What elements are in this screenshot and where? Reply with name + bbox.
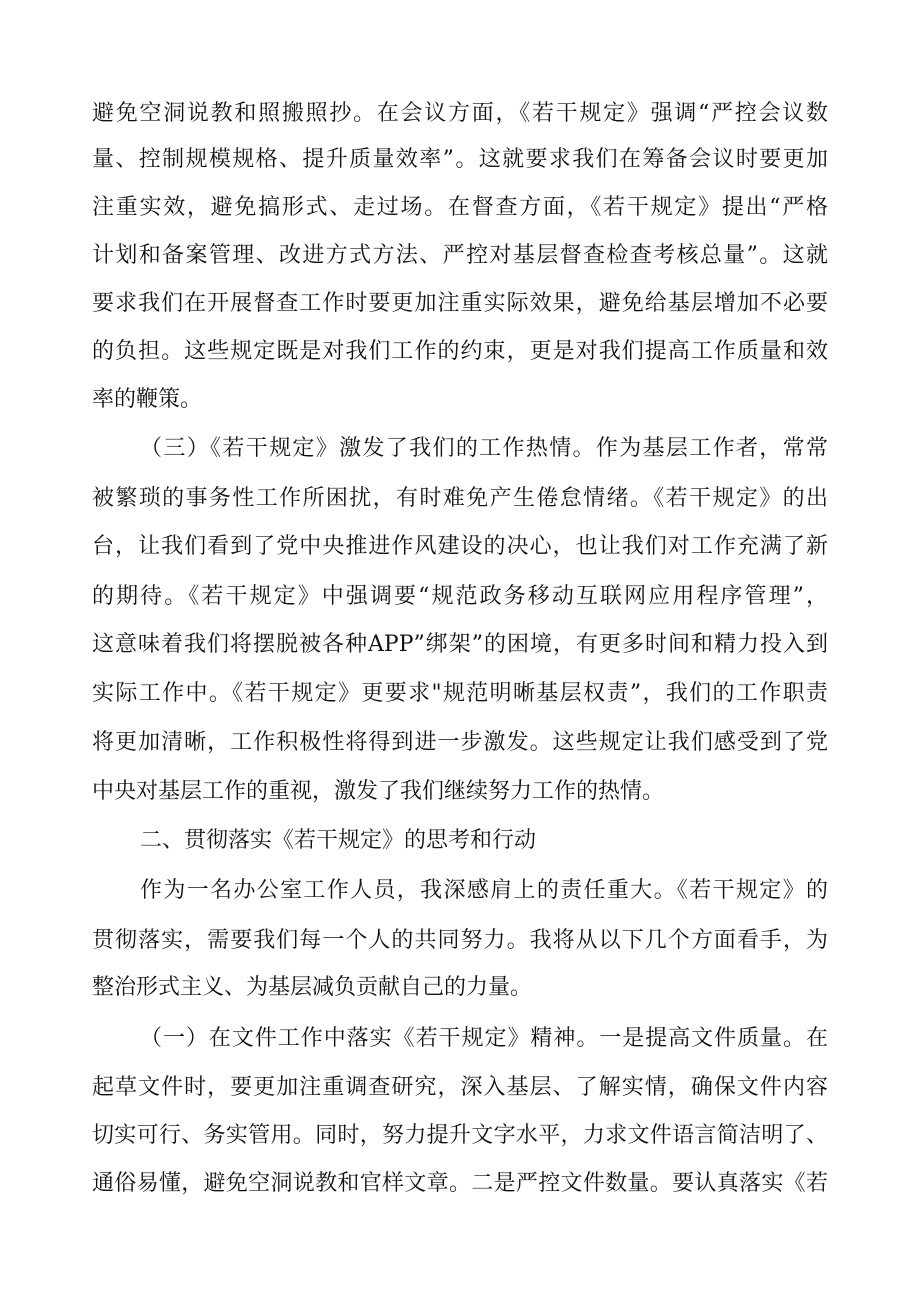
- section-heading: 二、贯彻落实《若干规定》的思考和行动: [140, 828, 537, 853]
- para1-line-6: 的负担。这些规定既是对我们工作的约束，更是对我们提高工作质量和效: [92, 339, 828, 364]
- para3-line-3: 整治形式主义、为基层减负贡献自己的力量。: [92, 975, 533, 1000]
- para4-line-3: 切实可行、务实管用。同时，努力提升文字水平，力求文件语言简洁明了、: [92, 1123, 828, 1148]
- para1-line-5: 要求我们在开展督查工作时要更加注重实际效果，避免给基层增加不必要: [92, 291, 828, 316]
- para4-line-1: （一）在文件工作中落实《若干规定》精神。一是提高文件质量。在: [140, 1026, 828, 1051]
- para1-line-7: 率的鞭策。: [92, 387, 203, 412]
- para2-line-5: 这意味着我们将摆脱被各种APP”绑架”的困境，有更多时间和精力投入到: [92, 632, 828, 657]
- para4-line-4: 通俗易懂，避免空洞说教和官样文章。二是严控文件数量。要认真落实《若: [92, 1171, 828, 1196]
- para2-line-7: 将更加清晰，工作积极性将得到进一步激发。这些规定让我们感受到了党: [92, 730, 828, 755]
- para4-line-2: 起草文件时，要更加注重调查研究，深入基层、了解实情，确保文件内容: [92, 1075, 828, 1100]
- para1-line-1: 避免空洞说教和照搬照抄。在会议方面，《若干规定》强调“严控会议数: [92, 101, 828, 126]
- para1-line-4: 计划和备案管理、改进方式方法、严控对基层督查检查考核总量”。这就: [92, 243, 828, 268]
- para2-line-8: 中央对基层工作的重视，激发了我们继续努力工作的热情。: [92, 779, 665, 804]
- para2-line-2: 被繁琐的事务性工作所困扰，有时难免产生倦怠情绪。《若干规定》的出: [92, 486, 828, 511]
- para3-line-1: 作为一名办公室工作人员，我深感肩上的责任重大。《若干规定》的: [140, 878, 828, 903]
- para1-line-2: 量、控制规模规格、提升质量效率”。这就要求我们在筹备会议时要更加: [92, 147, 828, 172]
- para2-line-1: （三）《若干规定》激发了我们的工作热情。作为基层工作者，常常: [140, 436, 828, 461]
- para3-line-2: 贯彻落实，需要我们每一个人的共同努力。我将从以下几个方面看手，为: [92, 928, 828, 953]
- para2-line-3: 台，让我们看到了党中央推进作风建设的决心，也让我们对工作充满了新: [92, 534, 828, 559]
- para2-line-4: 的期待。《若干规定》中强调要“规范政务移动互联网应用程序管理”，: [92, 584, 828, 609]
- para2-line-6: 实际工作中。《若干规定》更要求"规范明晰基层权责”，我们的工作职责: [92, 681, 828, 706]
- para1-line-3: 注重实效，避免搞形式、走过场。在督查方面，《若干规定》提出“严格: [92, 195, 828, 220]
